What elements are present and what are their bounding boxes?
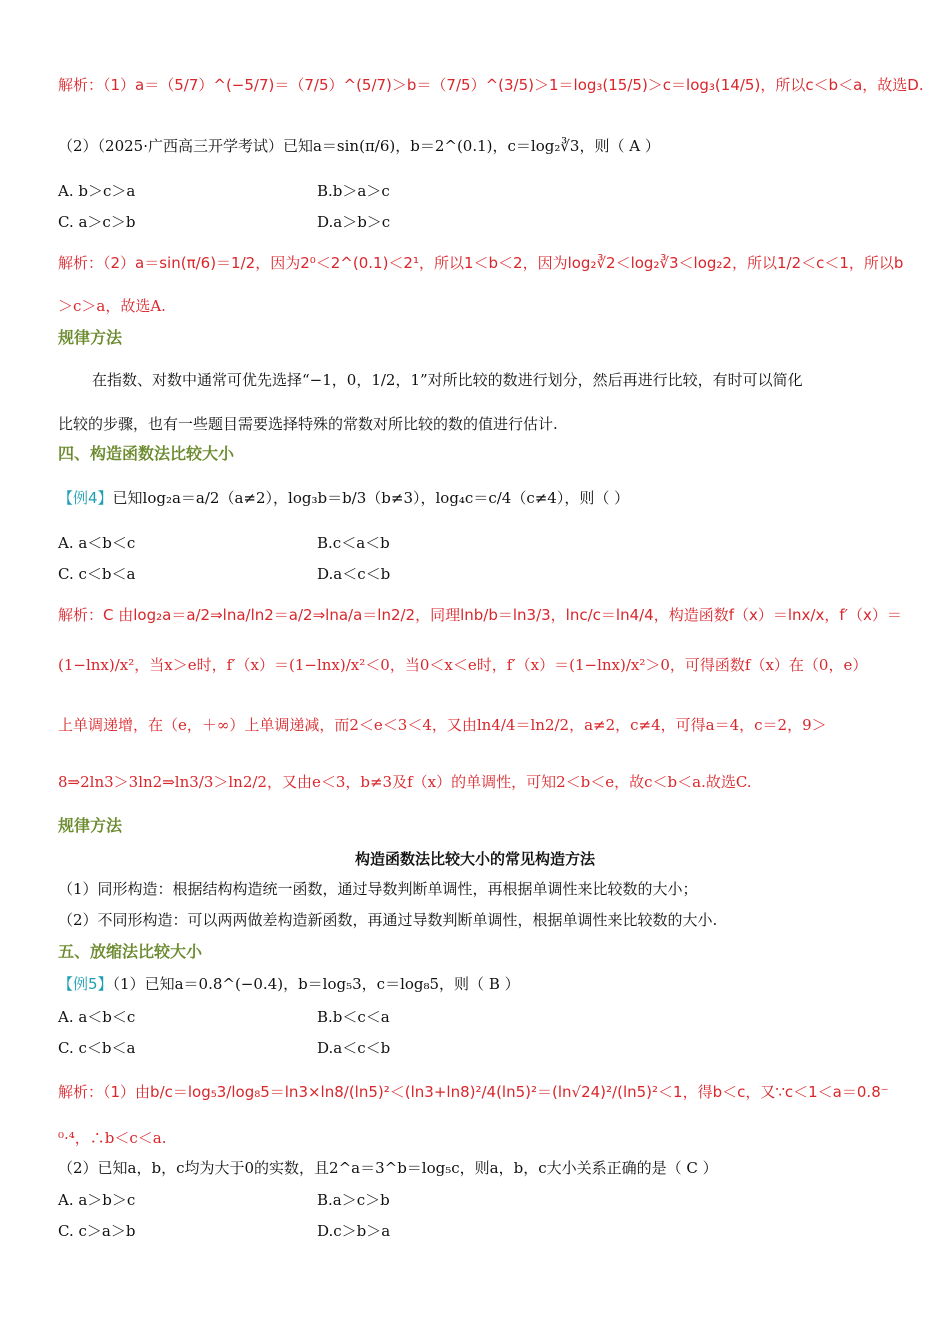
- method-title: 构造函数法比较大小的常见构造方法: [354, 850, 595, 868]
- solution-4-line-1: 解析：C 由log₂a＝a/2⇒lna/ln2＝a/2⇒lna/a＝ln2/2，同理lnb/b＝ln3/3，lnc/c＝ln4/4，构造函数f（x）＝lnx/x，f′（x）＝: [58, 606, 902, 624]
- method-heading-1: 规律方法: [58, 328, 123, 347]
- method-item-2: （2）不同形构造：可以两两做差构造新函数，再通过导数判断单调性，根据单调性来比较数的大小.: [58, 911, 718, 929]
- solution-4-line-4: 8⇒2ln3＞3ln2⇒ln3/3＞ln2/2，又由e＜3，b≠3及f（x）的单调性，可知2＜b＜e，故c＜b＜a.故选C.: [58, 773, 752, 791]
- example-tag: 【例5】: [58, 975, 113, 993]
- option-a: A. a＜b＜c: [58, 1008, 136, 1026]
- solution-1-1: 解析：（1）a＝（5/7）^(−5/7)＝（7/5）^(5/7)＞b＝（7/5）^(3/5)＞1＝log₃(15/5)＞c＝log₃(14/5)，所以c＜b＜a，故选D.: [58, 76, 924, 94]
- method-text-1: 在指数、对数中通常可优先选择“−1，0，1/2，1”对所比较的数进行划分，然后再进行比较，有时可以简化: [92, 371, 803, 389]
- section-heading-5: 五、放缩法比较大小: [58, 942, 203, 961]
- example-text: （1）已知a＝0.8^(−0.4)，b＝log₅3，c＝log₈5，则（ B ）: [112, 975, 520, 993]
- option-d: D.a＜c＜b: [317, 1039, 391, 1057]
- example-4: [58, 487, 629, 509]
- example-tag: 【例4】: [58, 489, 113, 507]
- solution-1-2: 解析：（2）a＝sin(π/6)＝1/2，因为2⁰＜2^(0.1)＜2¹，所以1＜b＜2，因为log₂∛2＜log₂∛3＜log₂2，所以1/2＜c＜1，所以b: [58, 254, 904, 272]
- option-a: A. a＜b＜c: [58, 534, 136, 552]
- option-b: B.b＞a＞c: [317, 182, 390, 200]
- option-c: C. c＜b＜a: [58, 565, 136, 583]
- option-d: D.a＜c＜b: [317, 565, 391, 583]
- solution-1-2-cont: ＞c＞a，故选A.: [58, 297, 166, 315]
- problem-5-2: （2）已知a，b，c均为大于0的实数，且2^a＝3^b＝log₅c，则a，b，c大小关系正确的是（ C ）: [58, 1159, 718, 1177]
- option-a: A. b＞c＞a: [58, 182, 136, 200]
- example-text: 已知log₂a＝a/2（a≠2），log₃b＝b/3（b≠3），log₄c＝c/4（c≠4），则（ ）: [112, 489, 630, 507]
- option-a: A. a＞b＞c: [58, 1191, 136, 1209]
- solution-4-line-2: (1−lnx)/x²，当x＞e时，f′（x）＝(1−lnx)/x²＜0，当0＜x＜e时，f′（x）＝(1−lnx)/x²＞0，可得函数f（x）在（0，e）: [58, 656, 868, 674]
- solution-5-1: 解析：（1）由b/c＝log₅3/log₈5＝ln3×ln8/(ln5)²＜(ln3+ln8)²/4(ln5)²＝(ln√24)²/(ln5)²＜1，得b＜c，又∵c＜1＜a＝0.8⁻: [58, 1083, 889, 1101]
- method-heading-2: 规律方法: [58, 816, 123, 835]
- option-d: D.c＞b＞a: [317, 1222, 391, 1240]
- option-c: C. a＞c＞b: [58, 213, 136, 231]
- option-c: C. c＞a＞b: [58, 1222, 136, 1240]
- solution-5-1-cont: ⁰·⁴，∴b＜c＜a.: [58, 1129, 167, 1147]
- method-text-1-cont: 比较的步骤，也有一些题目需要选择特殊的常数对所比较的数的值进行估计.: [58, 415, 558, 433]
- option-b: B.b＜c＜a: [317, 1008, 390, 1026]
- option-b: B.c＜a＜b: [317, 534, 390, 552]
- method-item-1: （1）同形构造：根据结构构造统一函数，通过导数判断单调性，再根据单调性来比较数的大小；: [58, 880, 698, 898]
- problem-1-2: （2）（2025·广西高三开学考试）已知a＝sin(π/6)，b＝2^(0.1)，c＝log₂∛3，则（ A ）: [58, 137, 660, 155]
- option-d: D.a＞b＞c: [317, 213, 391, 231]
- option-c: C. c＜b＜a: [58, 1039, 136, 1057]
- option-b: B.a＞c＞b: [317, 1191, 390, 1209]
- example-5-1: [58, 973, 520, 995]
- section-heading-4: 四、构造函数法比较大小: [58, 444, 235, 463]
- solution-4-line-3: 上单调递增，在（e，＋∞）上单调递减，而2＜e＜3＜4，又由ln4/4＝ln2/2，a≠2，c≠4，可得a＝4，c＝2，9＞: [58, 716, 827, 734]
